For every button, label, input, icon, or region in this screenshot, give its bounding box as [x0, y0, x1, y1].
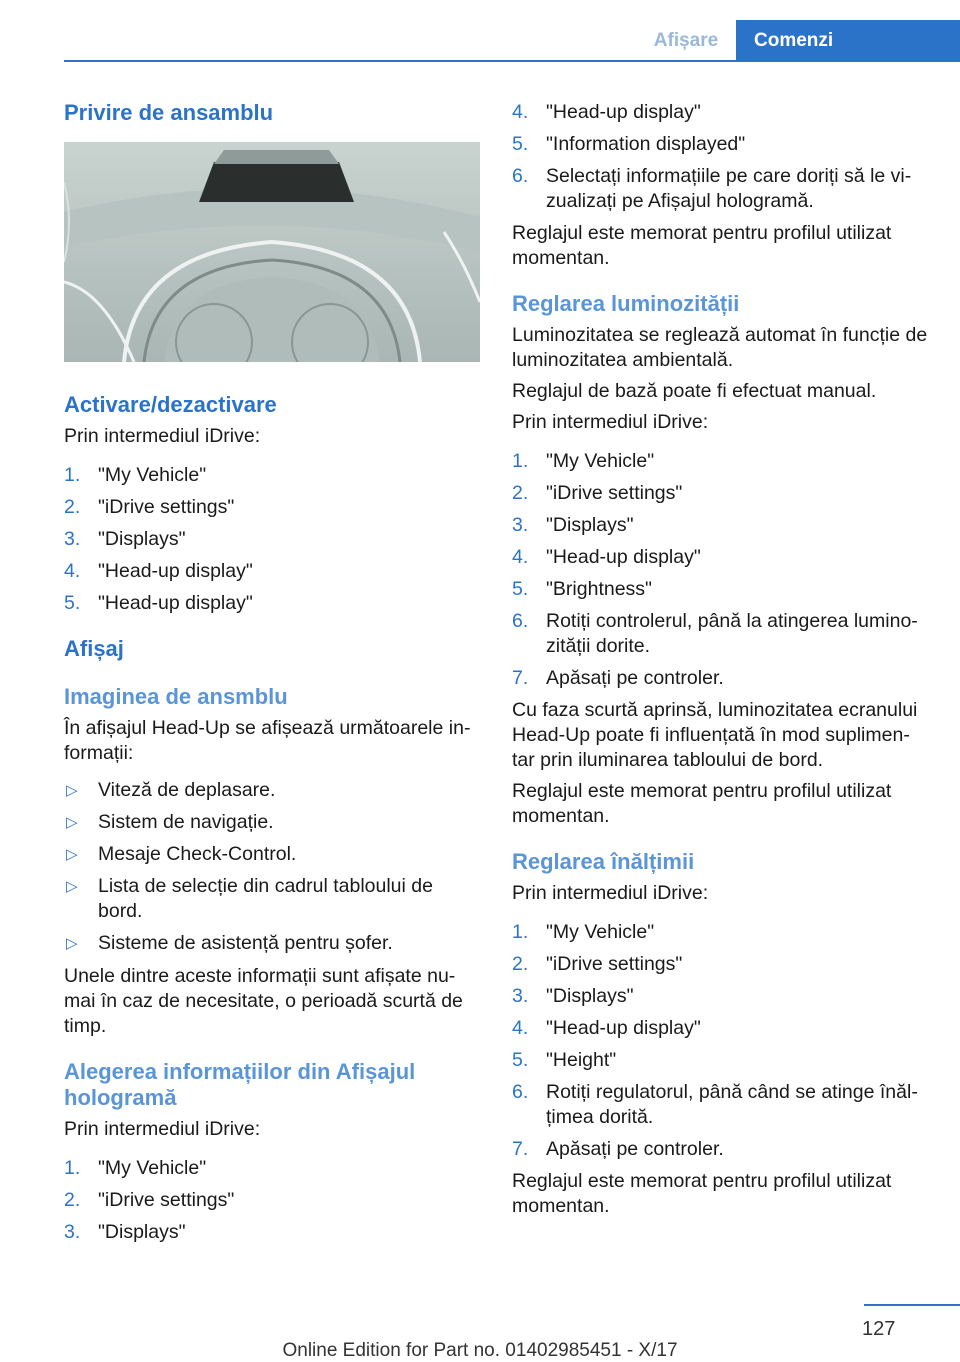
list-item: 5. "Information displayed": [512, 133, 746, 155]
list-item: 1. "My Vehicle": [512, 450, 655, 472]
heading-overview: Privire de ansamblu: [64, 100, 274, 125]
tab-comenzi[interactable]: Comenzi: [736, 20, 960, 62]
list-item: 1. "My Vehicle": [512, 921, 655, 943]
list-item: 5. "Height": [512, 1049, 617, 1071]
image-note: Unele dintre aceste informații sunt afișate nu-mai în caz de necesitate, o perioadă scurtă de timp.: [64, 965, 463, 1037]
list-item: 3. "Displays": [64, 528, 186, 550]
select-steps: [64, 1156, 480, 1245]
brightness-note-2: Reglajul este memorat pentru profilul utilizat momentan.: [512, 780, 892, 827]
list-item: 4. "Head-up display": [512, 546, 701, 568]
list-item: 3. "Displays": [512, 985, 634, 1007]
list-item: 5. "Brightness": [512, 578, 652, 600]
select-note: Reglajul este memorat pentru profilul utilizat momentan.: [512, 222, 892, 269]
height-steps: [512, 920, 928, 1162]
heading-height: Reglarea înălțimii: [512, 849, 695, 874]
list-item: 7. Apăsați pe controler.: [512, 667, 724, 689]
heading-display: Afișaj: [64, 636, 124, 661]
list-item: ▷ Viteză de deplasare.: [66, 779, 276, 801]
triangle-bullet-icon: ▷: [66, 878, 78, 895]
height-note: Reglajul este memorat pentru profilul utilizat momentan.: [512, 1170, 892, 1217]
page-number: 127: [862, 1318, 896, 1340]
triangle-bullet-icon: ▷: [66, 935, 78, 952]
list-item: 4. "Head-up display": [512, 1017, 701, 1039]
list-item: 2. "iDrive settings": [512, 953, 683, 975]
select-steps-continued: [512, 100, 928, 214]
list-item: 5. "Head-up display": [64, 592, 253, 614]
list-item: 4. "Head-up display": [512, 101, 701, 123]
heading-image: Imaginea de ansmblu: [64, 684, 288, 709]
brightness-note: Cu faza scurtă aprinsă, luminozitatea ecranului Head-Up poate fi influențată în mod suplimen-tar prin iluminarea tabloului de bord.: [512, 699, 918, 771]
triangle-bullet-icon: ▷: [66, 846, 78, 863]
list-item: 2. "iDrive settings": [512, 482, 683, 504]
list-item: 7. Apăsați pe controler.: [512, 1138, 724, 1160]
header-rule: [64, 60, 960, 62]
brightness-p1: Luminozitatea se reglează automat în funcție de luminozitatea ambientală.: [512, 324, 928, 371]
activation-intro: Prin intermediul iDrive:: [64, 425, 261, 447]
list-item: 6. Rotiți regulatorul, până când se atinge înăl-țimea dorită.: [512, 1081, 918, 1128]
list-item: 6. Selectați informațiile pe care doriți să le vi-zualizați pe Afișajul hologramă.: [512, 165, 912, 212]
brightness-intro: Prin intermediul iDrive:: [512, 411, 709, 433]
heading-brightness: Reglarea luminozității: [512, 291, 740, 316]
list-item: ▷ Mesaje Check-Control.: [66, 843, 297, 865]
heading-activation: Activare/dezactivare: [64, 392, 277, 417]
tab-afisare[interactable]: Afișare: [653, 30, 719, 51]
dashboard-illustration: [64, 142, 480, 362]
list-item: 2. "iDrive settings": [64, 1189, 235, 1211]
triangle-bullet-icon: ▷: [66, 814, 78, 831]
list-item: 1. "My Vehicle": [64, 464, 207, 486]
list-item: 3. "Displays": [64, 1221, 186, 1243]
brightness-p2: Reglajul de bază poate fi efectuat manual.: [512, 380, 877, 402]
page-header: [0, 0, 960, 62]
list-item: ▷ Lista de selecție din cadrul tabloului de bord.: [66, 875, 433, 922]
right-column: [512, 100, 928, 1219]
list-item: 4. "Head-up display": [64, 560, 253, 582]
brightness-steps: [512, 449, 928, 691]
list-item: 6. Rotiți controlerul, până la atingerea lumino-zității dorite.: [512, 610, 918, 657]
list-item: 3. "Displays": [512, 514, 634, 536]
list-item: ▷ Sisteme de asistență pentru șofer.: [66, 932, 393, 954]
left-column: [64, 100, 480, 1252]
edition-footer: Online Edition for Part no. 01402985451 - X/17: [282, 1340, 678, 1361]
image-items: [64, 778, 480, 956]
activation-steps: [64, 463, 480, 616]
triangle-bullet-icon: ▷: [66, 782, 78, 799]
list-item: 2. "iDrive settings": [64, 496, 235, 518]
image-intro: În afișajul Head-Up se afișează următoarele in-formații:: [64, 717, 471, 764]
height-intro: Prin intermediul iDrive:: [512, 882, 709, 904]
select-intro: Prin intermediul iDrive:: [64, 1118, 261, 1140]
footer-rule: [864, 1304, 960, 1306]
list-item: ▷ Sistem de navigație.: [66, 811, 274, 833]
heading-select: Alegerea informațiilor din Afișajul hologramă: [64, 1059, 416, 1110]
list-item: 1. "My Vehicle": [64, 1157, 207, 1179]
